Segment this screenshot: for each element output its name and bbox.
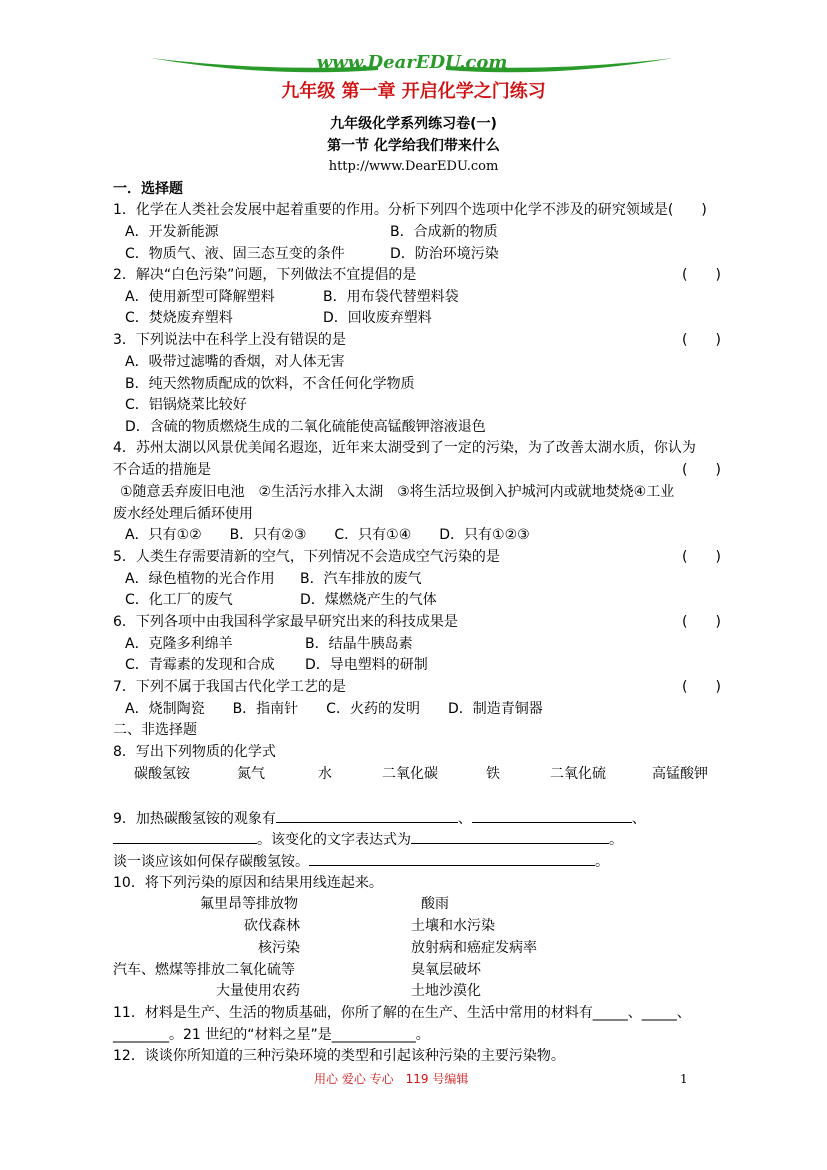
q9-blank-1[interactable] xyxy=(276,808,458,823)
q1-option-b: B．合成新的物质 xyxy=(390,224,498,240)
page-title: 九年级 第一章 开启化学之门练习 xyxy=(281,81,546,102)
q1-option-c: C．物质气、液、固三态互变的条件 xyxy=(125,246,345,262)
q2-stem: 2．解决“白色污染”问题，下列做法不宜提倡的是 xyxy=(113,267,417,283)
q5-option-b: B．汽车排放的废气 xyxy=(300,571,422,587)
q9-stem: 9．加热碳酸氢铵的观象有 xyxy=(113,811,276,827)
q6-stem: 6．下列各项中由我国科学家最早研究出来的科技成果是 xyxy=(113,614,458,630)
q8-substance: 铁 xyxy=(486,766,500,782)
q5-stem: 5．人类生存需要清新的空气，下列情况不会造成空气污染的是 xyxy=(113,549,500,565)
q7-options: A．烧制陶瓷 B．指南针 C．火药的发明 D．制造青铜器 xyxy=(125,701,543,717)
q10-result[interactable]: 酸雨 xyxy=(421,896,449,912)
q8-substance: 二氧化硫 xyxy=(550,766,606,782)
q1-option-a: A．开发新能源 xyxy=(125,224,219,240)
q3-option-a: A．吸带过滤嘴的香烟，对人体无害 xyxy=(125,354,345,370)
q4-stem-line1: 4．苏州太湖以风景优美闻名遐迩，近年来太湖受到了一定的污染，为了改善太湖水质，你认为 xyxy=(113,440,696,456)
q7-answer-paren: ( ) xyxy=(682,679,721,695)
q9-blank-5[interactable] xyxy=(309,851,595,866)
q9-blank-4[interactable] xyxy=(411,829,609,844)
q9-end: 。 xyxy=(595,854,609,870)
q9-line1 xyxy=(113,808,646,829)
q4-options: A．只有①② B．只有②③ C．只有①④ D．只有①②③ xyxy=(125,527,530,543)
q2-answer-paren: ( ) xyxy=(682,267,721,283)
q10-result[interactable]: 放射病和癌症发病率 xyxy=(411,940,537,956)
q7-stem: 7．下列不属于我国古代化学工艺的是 xyxy=(113,679,346,695)
section-heading-choice: 一．选择题 xyxy=(113,181,183,197)
q9-sep: 、 xyxy=(631,811,646,827)
q2-option-c: C．焚烧废弃塑料 xyxy=(125,310,233,326)
q9-sep: 、 xyxy=(457,811,472,827)
q11-line1: 11．材料是生产、生活的物质基础，你所了解的在生产、生活中常用的材料有_____、_____、 xyxy=(113,1005,691,1021)
q2-option-a: A．使用新型可降解塑料 xyxy=(125,289,275,305)
q10-result[interactable]: 土地沙漠化 xyxy=(411,983,481,999)
q8-stem: 8．写出下列物质的化学式 xyxy=(113,744,276,760)
q10-result[interactable]: 臭氧层破坏 xyxy=(411,962,481,978)
q2-option-d: D．回收废弃塑料 xyxy=(323,310,432,326)
q1-stem: 1．化学在人类社会发展中起着重要的作用。分析下列四个选项中化学不涉及的研究领域是( ) xyxy=(113,202,707,218)
section-heading-nonchoice: 二、非选择题 xyxy=(113,722,197,738)
q4-answer-paren: ( ) xyxy=(682,462,721,478)
q9-line2 xyxy=(113,829,623,850)
q5-option-d: D．煤燃烧产生的气体 xyxy=(300,592,437,608)
q9-blank-2[interactable] xyxy=(472,808,632,823)
q9-end: 。 xyxy=(609,832,623,848)
q3-answer-paren: ( ) xyxy=(682,332,721,348)
q5-option-c: C．化工厂的废气 xyxy=(125,592,233,608)
q2-option-b: B．用布袋代替塑料袋 xyxy=(323,289,459,305)
footer-motto: 用心 爱心 专心 119 号编辑 xyxy=(314,1072,469,1086)
q4-stem-line2: 不合适的措施是 xyxy=(113,462,211,478)
q10-cause[interactable]: 氟里昂等排放物 xyxy=(200,896,298,912)
q10-result[interactable]: 土壤和水污染 xyxy=(411,918,495,934)
q3-option-b: B．纯天然物质配成的饮料，不含任何化学物质 xyxy=(125,376,415,392)
section-title: 第一节 化学给我们带来什么 xyxy=(327,138,500,154)
q8-substance: 水 xyxy=(318,766,332,782)
q8-substance: 高锰酸钾 xyxy=(652,766,708,782)
q4-items-line1: ①随意丢弃废旧电池 ②生活污水排入太湖 ③将生活垃圾倒入护城河内或就地焚烧④工业 xyxy=(120,484,675,500)
q9-blank-3[interactable] xyxy=(113,829,257,844)
q5-answer-paren: ( ) xyxy=(682,549,721,565)
q4-items-line2: 废水经处理后循环使用 xyxy=(113,506,253,522)
q10-cause[interactable]: 核污染 xyxy=(258,940,300,956)
page-number: 1 xyxy=(680,1072,688,1086)
q6-option-d: D．导电塑料的研制 xyxy=(305,657,428,673)
q6-option-c: C．青霉素的发现和合成 xyxy=(125,657,275,673)
q9-line3 xyxy=(113,851,609,872)
q10-cause[interactable]: 大量使用农药 xyxy=(216,983,300,999)
q10-cause[interactable]: 汽车、燃煤等排放二氧化硫等 xyxy=(113,962,295,978)
q10-cause[interactable]: 砍伐森林 xyxy=(244,918,300,934)
q8-substance: 二氧化碳 xyxy=(382,766,438,782)
source-url: http://www.DearEDU.com xyxy=(328,159,499,174)
q12-stem: 12．谈谈你所知道的三种污染环境的类型和引起该种污染的主要污染物。 xyxy=(113,1048,565,1064)
q10-stem: 10．将下列污染的原因和结果用线连起来。 xyxy=(113,875,383,891)
q3-stem: 3．下列说法中在科学上没有错误的是 xyxy=(113,332,346,348)
q6-option-a: A．克隆多利绵羊 xyxy=(125,636,233,652)
q6-answer-paren: ( ) xyxy=(682,614,721,630)
q9-text: 。该变化的文字表达式为 xyxy=(257,832,411,848)
q8-substance: 氮气 xyxy=(237,766,265,782)
q8-substance: 碳酸氢铵 xyxy=(134,766,190,782)
q3-option-d: D．含硫的物质燃烧生成的二氧化硫能使高锰酸钾溶液退色 xyxy=(125,419,486,435)
q3-option-c: C．铝锅烧菜比较好 xyxy=(125,397,247,413)
site-logo-text: www.DearEDU.com xyxy=(316,52,508,73)
worksheet-title: 九年级化学系列练习卷(一) xyxy=(330,116,497,132)
q11-line2: ________。21 世纪的“材料之星”是____________。 xyxy=(113,1027,430,1043)
q9-text: 谈一谈应该如何保存碳酸氢铵。 xyxy=(113,854,309,870)
q5-option-a: A．绿色植物的光合作用 xyxy=(125,571,275,587)
q6-option-b: B．结晶牛胰岛素 xyxy=(305,636,413,652)
q1-option-d: D．防治环境污染 xyxy=(390,246,499,262)
